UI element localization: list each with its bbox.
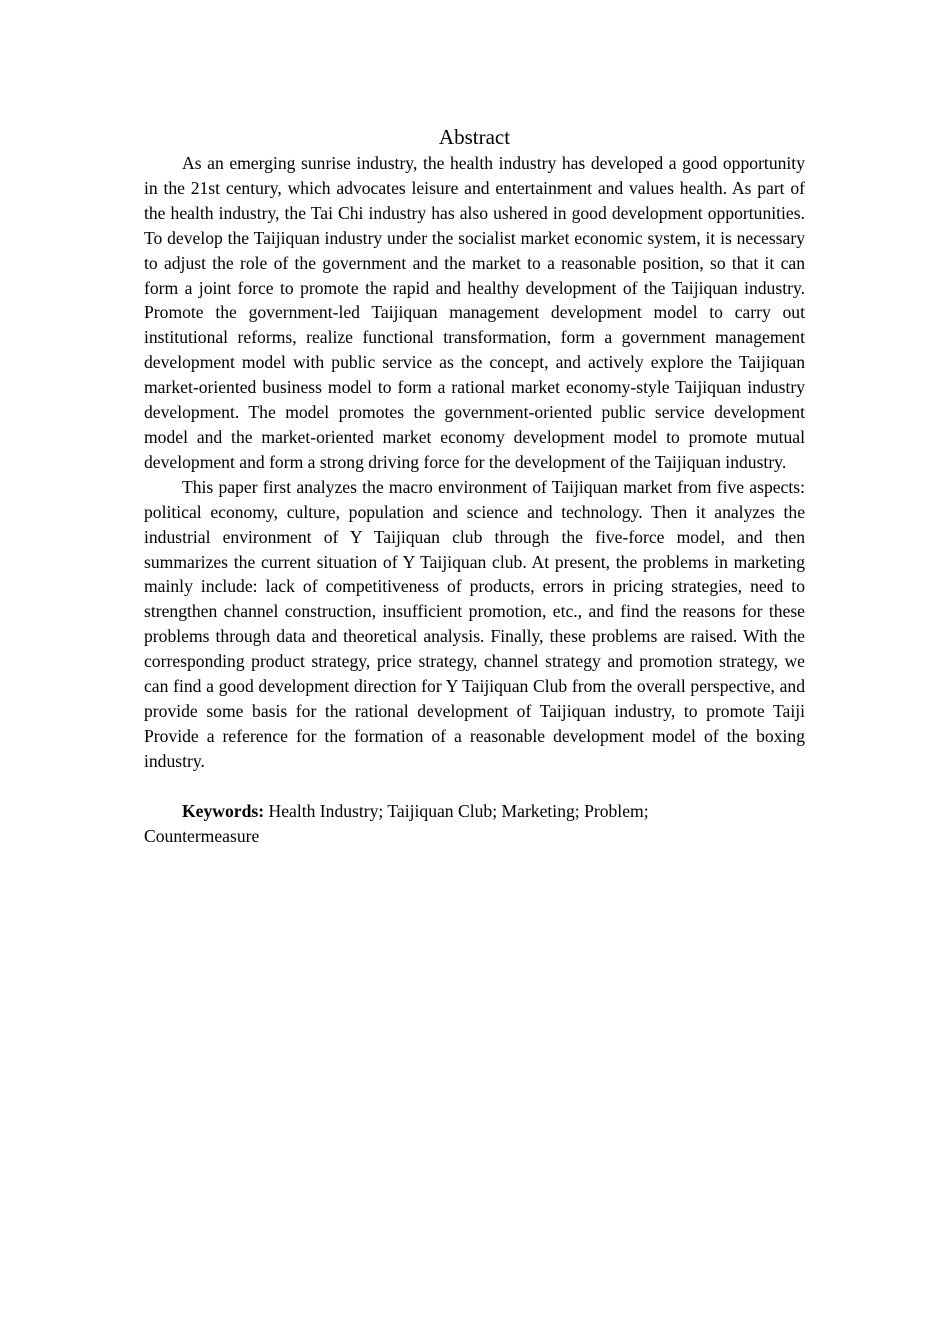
abstract-paragraph-2: This paper first analyzes the macro environment of Taijiquan market from five aspects: political economy, culture, population and science and technology. Then it analyzes the industrial environment of Y Taijiquan club through the five-force model, and then summarizes the current situation of Y Taijiquan club. At present, the problems in marketing mainly include: lack of competitiveness of products, errors in pricing strategies, need to strengthen channel construction, insufficient promotion, etc., and find the reasons for these problems through data and theoretical analysis. Finally, these problems are raised. With the corresponding product strategy, price strategy, channel strategy and promotion strategy, we can find a good development direction for Y Taijiquan Club from the overall perspective, and provide some basis for the rational development of Taijiquan industry, to promote Taiji Provide a reference for the formation of a reasonable development model of the boxing industry. [144,476,805,771]
keywords-label: Keywords: [182,800,265,821]
keywords-line [144,799,704,849]
abstract-page [144,123,805,848]
abstract-title: Abstract [438,125,511,149]
keywords-text: Health Industry; Taijiquan Club; Marketing; Problem; Countermeasure [144,800,649,846]
abstract-paragraph-1: As an emerging sunrise industry, the health industry has developed a good opportunity in the 21st century, which advocates leisure and entertainment and values health. As part of the health industry, the Tai Chi industry has also ushered in good development opportunities. To develop the Taijiquan industry under the socialist market economic system, it is necessary to adjust the role of the government and the market to a reasonable position, so that it can form a joint force to promote the rapid and healthy development of the Taijiquan industry. Promote the government-led Taijiquan management development model to carry out institutional reforms, realize functional transformation, form a government management development model with public service as the concept, and actively explore the Taijiquan market-oriented business model to form a rational market economy-style Taijiquan industry development. The model promotes the government-oriented public service development model and the market-oriented market economy development model to promote mutual development and form a strong driving force for the development of the Taijiquan industry. [144,153,805,472]
